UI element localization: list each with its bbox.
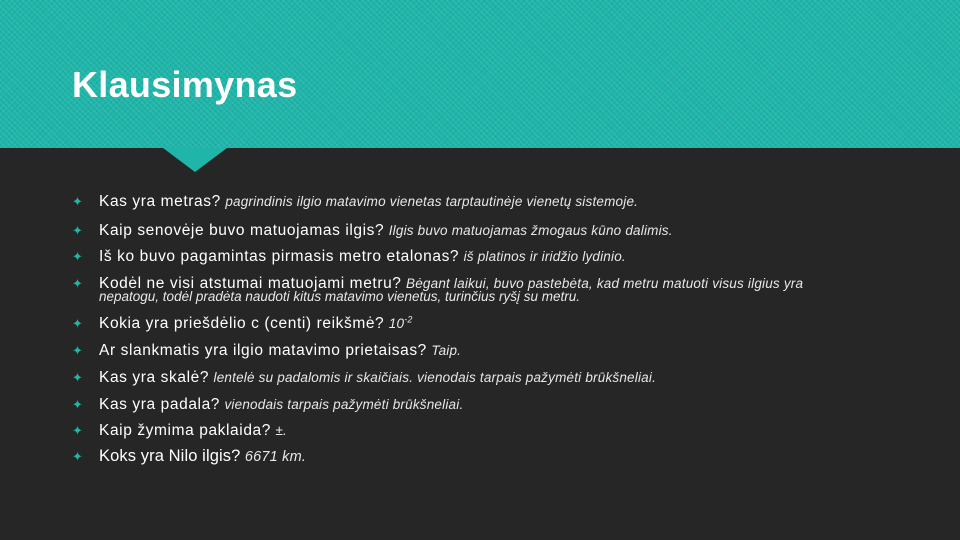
leaf-bullet-icon: ✦ bbox=[72, 316, 83, 331]
question-text: Kaip žymima paklaida? bbox=[99, 422, 271, 439]
question-text: Kokia yra priešdėlio c (centi) reikšmė? bbox=[99, 315, 385, 332]
answer-base: 10 bbox=[388, 316, 405, 331]
leaf-bullet-icon: ✦ bbox=[72, 223, 83, 238]
question-text: Kas yra padala? bbox=[99, 396, 221, 413]
answer-text: Bėgant laikui, buvo pastebėta, kad metru matuoti visus ilgius yra bbox=[405, 276, 804, 291]
answer-exponent: -2 bbox=[404, 314, 413, 325]
leaf-bullet-icon: ✦ bbox=[72, 423, 83, 438]
slide-title: Klausimynas bbox=[72, 64, 298, 105]
question-text: Ar slankmatis yra ilgio matavimo prietaisas? bbox=[99, 342, 427, 359]
answer-text: Taip. bbox=[431, 343, 462, 358]
leaf-bullet-icon: ✦ bbox=[72, 249, 83, 264]
question-text: Koks yra Nilo ilgis? bbox=[99, 447, 241, 465]
leaf-bullet-icon: ✦ bbox=[72, 276, 83, 291]
leaf-bullet-icon: ✦ bbox=[72, 449, 83, 464]
leaf-bullet-icon: ✦ bbox=[72, 194, 83, 209]
answer-continuation: nepatogu, todėl pradėta naudoti kitus matavimo vienetus, turinčius ryšį su metru. bbox=[99, 289, 581, 304]
question-text: Kodėl ne visi atstumai matuojami metru? bbox=[99, 275, 402, 292]
leaf-bullet-icon: ✦ bbox=[72, 397, 83, 412]
answer-text: lentelė su padalomis ir skaičiais. vienodais tarpais pažymėti brūkšneliai. bbox=[213, 370, 657, 385]
answer-text: 6671 km. bbox=[244, 449, 307, 465]
answer-text: pagrindinis ilgio matavimo vienetas tarptautinėje vienetų sistemoje. bbox=[225, 194, 639, 209]
answer-text bbox=[389, 316, 413, 331]
answer-text: Ilgis buvo matuojamas žmogaus kūno dalimis. bbox=[388, 223, 673, 238]
banner-notch bbox=[163, 148, 227, 172]
answer-text: iš platinos ir iridžio lydinio. bbox=[463, 249, 626, 264]
leaf-bullet-icon: ✦ bbox=[72, 370, 83, 385]
question-text: Kaip senovėje buvo matuojamas ilgis? bbox=[99, 222, 385, 239]
question-text: Kas yra metras? bbox=[99, 193, 221, 210]
question-text: Kas yra skalė? bbox=[99, 369, 210, 386]
question-text: Iš ko buvo pagamintas pirmasis metro etalonas? bbox=[99, 248, 460, 265]
leaf-bullet-icon: ✦ bbox=[72, 343, 83, 358]
answer-text: ±. bbox=[275, 423, 287, 438]
answer-text: vienodais tarpais pažymėti brūkšneliai. bbox=[224, 397, 464, 412]
